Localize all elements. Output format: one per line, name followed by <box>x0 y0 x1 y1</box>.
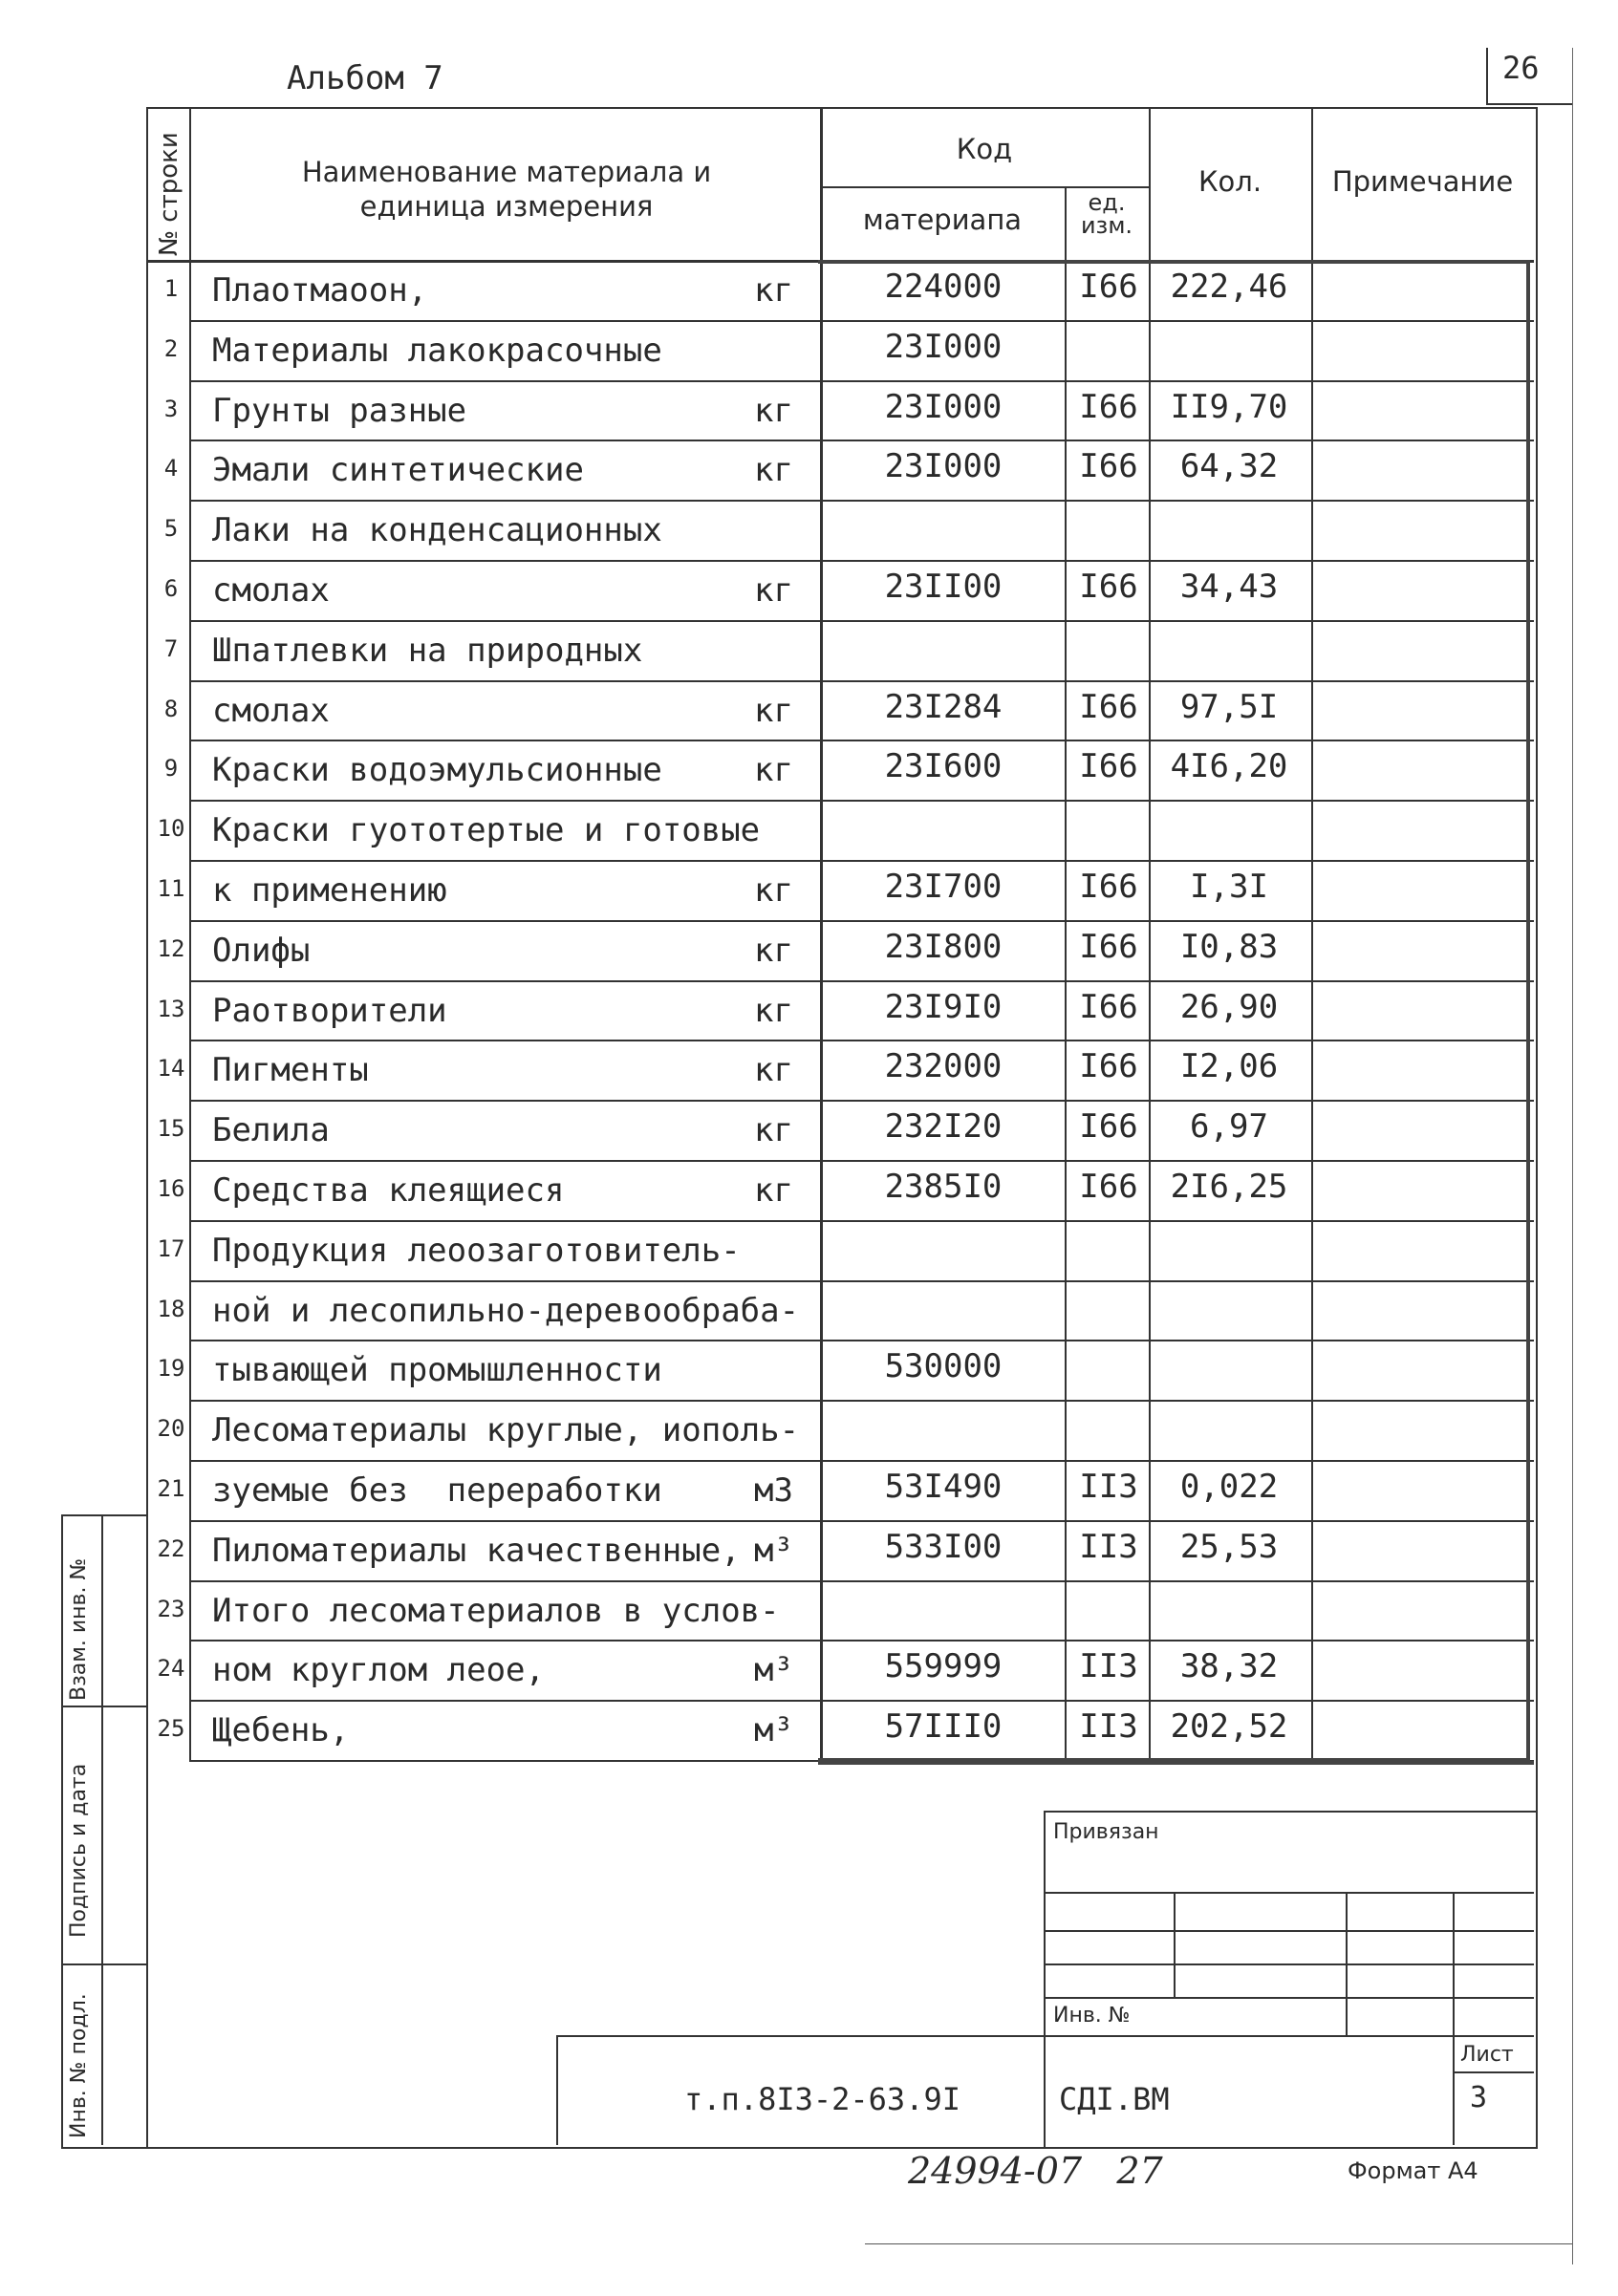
material-name: смолах <box>212 571 330 610</box>
unit-code-header: ед. изм. <box>1080 189 1133 239</box>
row-number: 16 <box>157 1175 185 1202</box>
unit-code: I66 <box>1079 268 1138 306</box>
code-header: Код <box>956 133 1013 165</box>
quantity: 26,90 <box>1179 987 1279 1026</box>
material-name: Краски гуототертые и готовые <box>212 811 761 850</box>
material-code: 23I9I0 <box>884 987 1003 1026</box>
unit-code: II3 <box>1079 1707 1138 1747</box>
unit-label: кг <box>754 391 793 430</box>
material-code: 23II00 <box>884 568 1003 606</box>
material-code: 232000 <box>884 1047 1003 1086</box>
unit-label: кг <box>754 451 793 490</box>
document-code: т.п.8I3-2-63.9I <box>684 2081 960 2117</box>
row-number: 1 <box>163 275 179 302</box>
sheet-label: Лист <box>1460 2043 1514 2067</box>
unit-code: II3 <box>1079 1468 1138 1506</box>
unit-code: I66 <box>1079 868 1138 906</box>
unit-label: кг <box>754 751 793 790</box>
row-number: 20 <box>157 1415 185 1443</box>
material-name: Щебень, <box>212 1711 350 1750</box>
note-header: Примечание <box>1331 165 1514 198</box>
unit-code: I66 <box>1079 447 1138 486</box>
material-code: 559999 <box>884 1647 1003 1686</box>
material-name: Плаотмаоон, <box>212 271 428 310</box>
row-number: 22 <box>157 1534 185 1562</box>
material-name: Пиломатериалы качественные, <box>212 1531 741 1570</box>
material-name: ной и лесопильно-деревообраба- <box>212 1291 800 1330</box>
material-name: Материалы лакокрасочные <box>212 331 662 370</box>
row-number: 4 <box>163 455 179 483</box>
material-name: Эмали синтетические <box>212 451 584 490</box>
material-code: 23I000 <box>884 447 1003 486</box>
quantity-header: Кол. <box>1197 165 1262 198</box>
material-name: Лесоматериалы круглые, иополь- <box>212 1411 800 1450</box>
quantity: 2I6,25 <box>1170 1168 1288 1206</box>
unit-label: кг <box>754 271 793 310</box>
material-code: 23I700 <box>884 868 1003 906</box>
unit-label: м³ <box>754 1711 793 1750</box>
sheet-number: 3 <box>1470 2081 1488 2114</box>
material-name: ном круглом леое, <box>212 1651 545 1690</box>
unit-label: кг <box>754 1171 793 1210</box>
unit-code: I66 <box>1079 1168 1138 1206</box>
material-name: к применению <box>212 871 447 910</box>
quantity: I0,83 <box>1179 927 1279 966</box>
material-name: Раотворители <box>212 991 447 1030</box>
row-number: 9 <box>163 755 179 783</box>
quantity: II9,70 <box>1170 387 1288 426</box>
handwritten-number: 24994-07 27 <box>908 2150 1163 2192</box>
quantity: 64,32 <box>1179 447 1279 486</box>
row-number-header: № строки <box>155 132 183 256</box>
unit-code: I66 <box>1079 568 1138 606</box>
unit-label: кг <box>754 991 793 1030</box>
album-title: Альбом 7 <box>287 59 443 97</box>
material-name: Краски водоэмульсионные <box>212 751 662 790</box>
quantity: I,3I <box>1190 868 1268 906</box>
material-name: Итого лесоматериалов в услов- <box>212 1591 780 1630</box>
row-number: 13 <box>157 995 185 1022</box>
row-number: 2 <box>163 334 179 362</box>
document-mark: СДI.ВМ <box>1059 2081 1170 2117</box>
row-number: 17 <box>157 1234 185 1262</box>
material-code: 23I000 <box>884 327 1003 366</box>
material-code: 23I600 <box>884 747 1003 786</box>
material-code: 232I20 <box>884 1107 1003 1147</box>
unit-label: м3 <box>754 1471 793 1510</box>
quantity: 25,53 <box>1179 1527 1279 1566</box>
row-number: 18 <box>157 1295 185 1322</box>
unit-code: I66 <box>1079 987 1138 1026</box>
row-number: 19 <box>157 1355 185 1383</box>
row-number: 21 <box>157 1475 185 1502</box>
replaced-inventory-label: Взам. инв. № <box>67 1557 91 1701</box>
row-number: 11 <box>157 875 185 902</box>
unit-code: I66 <box>1079 747 1138 786</box>
quantity: 97,5I <box>1179 687 1279 726</box>
row-number: 3 <box>163 395 179 422</box>
row-number: 7 <box>163 634 179 662</box>
unit-code: I66 <box>1079 387 1138 426</box>
unit-label: кг <box>754 871 793 910</box>
material-code: 533I00 <box>884 1527 1003 1566</box>
row-number: 10 <box>157 815 185 843</box>
unit-label: кг <box>754 1051 793 1090</box>
quantity: 0,022 <box>1179 1468 1279 1506</box>
quantity: I2,06 <box>1179 1047 1279 1086</box>
material-name: Шпатлевки на природных <box>212 631 643 670</box>
material-name: Олифы <box>212 931 311 970</box>
quantity: 222,46 <box>1170 268 1288 306</box>
row-number: 5 <box>163 515 179 543</box>
material-code: 530000 <box>884 1347 1003 1386</box>
row-number: 24 <box>157 1655 185 1683</box>
material-code: 224000 <box>884 268 1003 306</box>
material-code: 23I000 <box>884 387 1003 426</box>
unit-code: II3 <box>1079 1647 1138 1686</box>
unit-label: кг <box>754 931 793 970</box>
material-code-header: материапа <box>862 204 1023 236</box>
unit-label: м³ <box>754 1651 793 1690</box>
quantity: 4I6,20 <box>1170 747 1288 786</box>
material-name: Грунты разные <box>212 391 467 430</box>
row-number: 25 <box>157 1715 185 1743</box>
material-code: 23I284 <box>884 687 1003 726</box>
quantity: 202,52 <box>1170 1707 1288 1747</box>
row-number: 15 <box>157 1115 185 1143</box>
row-number: 12 <box>157 934 185 962</box>
unit-code: I66 <box>1079 1047 1138 1086</box>
data-block-frame <box>818 260 1530 1762</box>
material-code: 53I490 <box>884 1468 1003 1506</box>
unit-label: кг <box>754 691 793 730</box>
unit-code: II3 <box>1079 1527 1138 1566</box>
unit-label: кг <box>754 1111 793 1150</box>
signature-date-label: Подпись и дата <box>67 1763 91 1938</box>
original-inventory-label: Инв. № подл. <box>67 1993 91 2138</box>
material-code: 57III0 <box>884 1707 1003 1747</box>
inventory-number-label: Инв. № <box>1053 2004 1131 2028</box>
unit-code: I66 <box>1079 1107 1138 1147</box>
material-code: 2385I0 <box>884 1168 1003 1206</box>
row-number: 23 <box>157 1595 185 1622</box>
bound-label: Привязан <box>1053 1820 1159 1844</box>
quantity: 34,43 <box>1179 568 1279 606</box>
unit-label: м³ <box>754 1531 793 1570</box>
page-number: 26 <box>1502 50 1540 86</box>
format-label: Формат А4 <box>1348 2157 1478 2184</box>
unit-code: I66 <box>1079 927 1138 966</box>
quantity: 38,32 <box>1179 1647 1279 1686</box>
quantity: 6,97 <box>1190 1107 1268 1147</box>
row-number: 14 <box>157 1055 185 1083</box>
material-name: Белила <box>212 1111 330 1150</box>
material-name: Продукция леоозаготовитель- <box>212 1231 741 1270</box>
material-code: 23I800 <box>884 927 1003 966</box>
row-number: 6 <box>163 575 179 602</box>
material-name: тывающей промышленности <box>212 1351 662 1390</box>
material-name: Пигменты <box>212 1051 369 1090</box>
material-name: Средства клеящиеся <box>212 1171 565 1210</box>
unit-code: I66 <box>1079 687 1138 726</box>
material-name: зуемые без переработки <box>212 1471 662 1510</box>
material-name: смолах <box>212 691 330 730</box>
material-name: Лаки на конденсационных <box>212 511 662 550</box>
unit-label: кг <box>754 571 793 610</box>
material-name-header: Наименование материала и единица измерения <box>301 156 712 224</box>
row-number: 8 <box>163 695 179 722</box>
